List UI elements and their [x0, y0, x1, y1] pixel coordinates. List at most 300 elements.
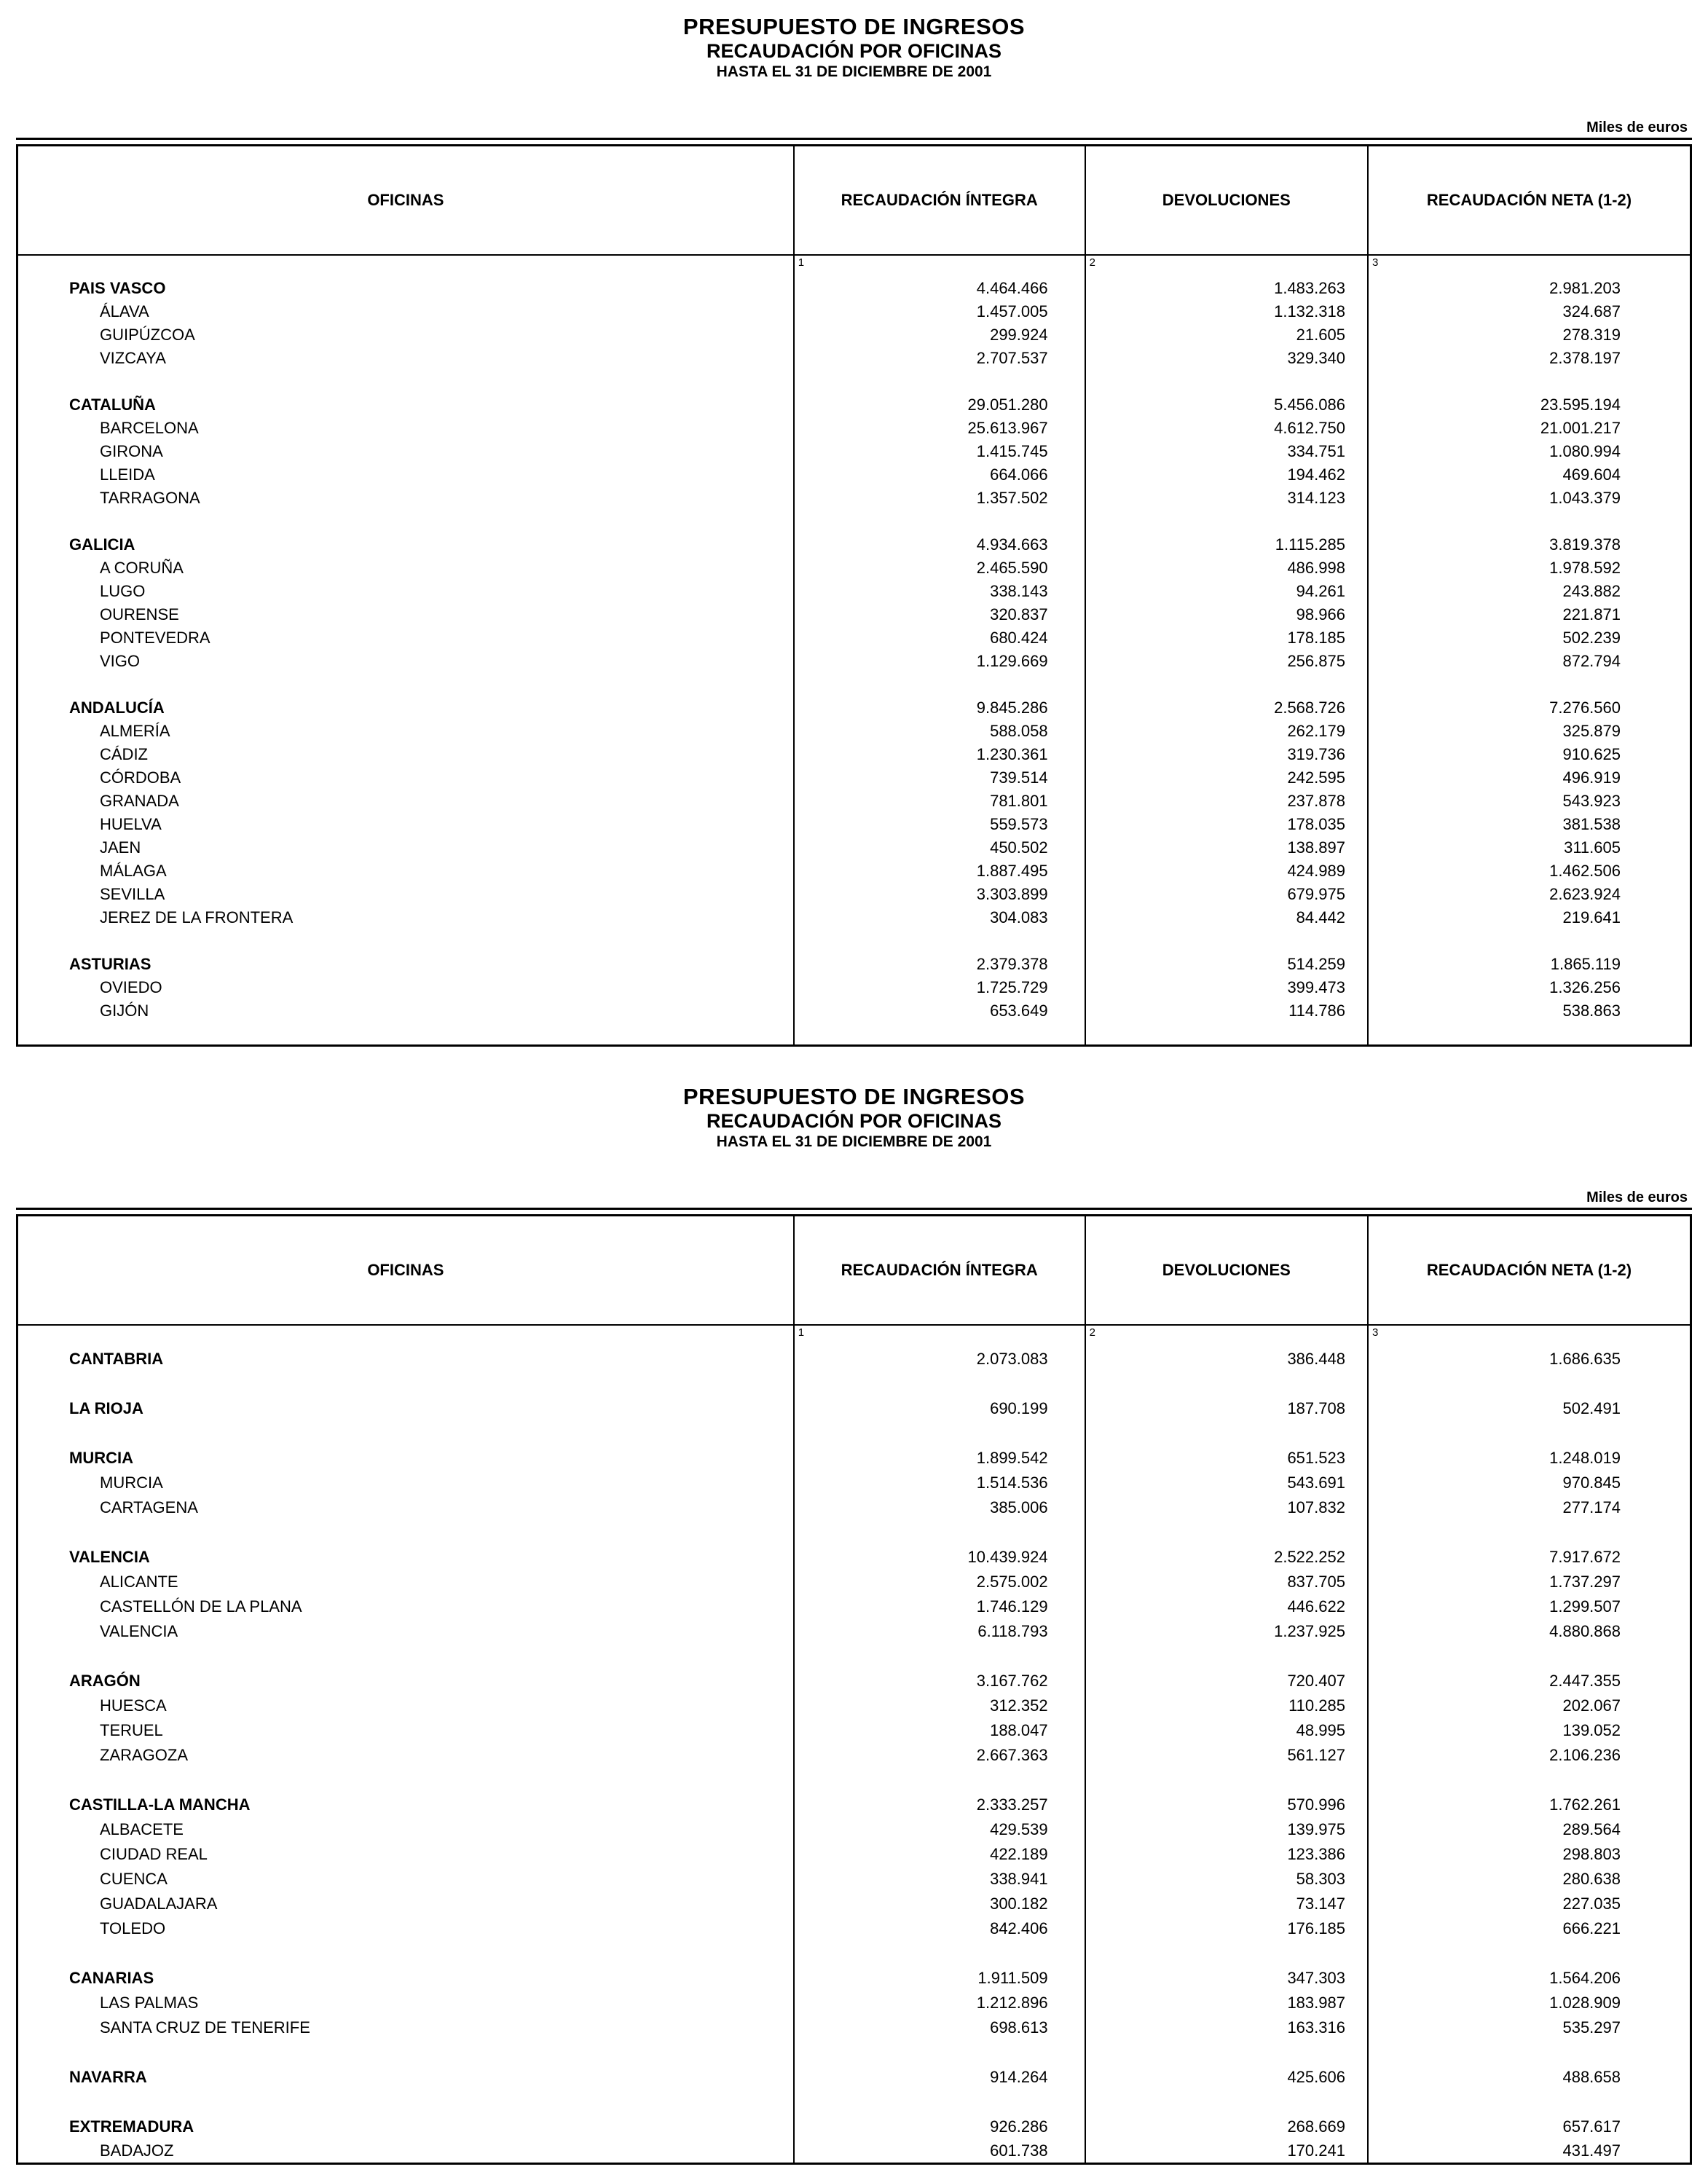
table-row [17, 323, 1691, 347]
table-row [17, 720, 1691, 743]
neta-value: 1.564.206 [1368, 1966, 1691, 1991]
office-name: OURENSE [100, 605, 179, 623]
table-row [17, 1471, 1691, 1495]
table-row [17, 1842, 1691, 1867]
integra-value: 338.941 [794, 1867, 1085, 1892]
neta-value: 469.604 [1368, 463, 1691, 487]
devoluciones-value: 561.127 [1085, 1743, 1368, 1768]
devoluciones-value: 94.261 [1085, 580, 1368, 603]
neta-value: 431.497 [1368, 2139, 1691, 2164]
table-row [17, 1718, 1691, 1743]
neta-value: 7.276.560 [1368, 696, 1691, 720]
neta-value: 324.687 [1368, 300, 1691, 323]
table-header-row [17, 146, 1691, 255]
report-header-1 [16, 13, 1692, 82]
integra-value: 680.424 [794, 626, 1085, 650]
office-name: A CORUÑA [100, 558, 184, 577]
office-name: NAVARRA [69, 2067, 147, 2086]
integra-value: 781.801 [794, 790, 1085, 813]
integra-value: 698.613 [794, 2015, 1085, 2040]
spacer-row [17, 2090, 1691, 2114]
integra-value: 2.379.378 [794, 953, 1085, 976]
spacer-cell [794, 1421, 1085, 1446]
devoluciones-value: 334.751 [1085, 440, 1368, 463]
integra-value: 588.058 [794, 720, 1085, 743]
spacer-cell [1368, 1372, 1691, 1396]
integra-value: 300.182 [794, 1892, 1085, 1916]
column-ref-row [17, 1325, 1691, 1347]
spacer-cell [794, 929, 1085, 953]
integra-value: 653.649 [794, 999, 1085, 1023]
spacer-cell [17, 1023, 794, 1046]
integra-value: 450.502 [794, 836, 1085, 859]
integra-value: 2.707.537 [794, 347, 1085, 370]
devoluciones-value: 651.523 [1085, 1446, 1368, 1471]
table-row [17, 1793, 1691, 1817]
devoluciones-value: 183.987 [1085, 1991, 1368, 2015]
table-row [17, 300, 1691, 323]
column-header-2: DEVOLUCIONES [1085, 1216, 1368, 1325]
table-row [17, 883, 1691, 906]
devoluciones-value: 170.241 [1085, 2139, 1368, 2164]
devoluciones-value: 262.179 [1085, 720, 1368, 743]
office-name: LLEIDA [100, 465, 155, 484]
neta-value: 219.641 [1368, 906, 1691, 929]
neta-value: 970.845 [1368, 1471, 1691, 1495]
neta-value: 2.378.197 [1368, 347, 1691, 370]
integra-value: 338.143 [794, 580, 1085, 603]
spacer-cell [794, 1941, 1085, 1966]
devoluciones-value: 237.878 [1085, 790, 1368, 813]
neta-value: 2.447.355 [1368, 1669, 1691, 1693]
table-row [17, 1594, 1691, 1619]
integra-value: 188.047 [794, 1718, 1085, 1743]
integra-value: 3.303.899 [794, 883, 1085, 906]
neta-value: 2.106.236 [1368, 1743, 1691, 1768]
table-row [17, 393, 1691, 417]
integra-value: 2.333.257 [794, 1793, 1085, 1817]
spacer-cell [1085, 673, 1368, 696]
devoluciones-value: 570.996 [1085, 1793, 1368, 1817]
spacer-row [17, 929, 1691, 953]
neta-value: 910.625 [1368, 743, 1691, 766]
devoluciones-value: 486.998 [1085, 556, 1368, 580]
table-row [17, 2015, 1691, 2040]
office-name: VIZCAYA [100, 348, 166, 367]
spacer-cell [794, 673, 1085, 696]
report-subtitle: RECAUDACIÓN POR OFICINAS [706, 40, 1001, 62]
table-row [17, 859, 1691, 883]
integra-value: 914.264 [794, 2065, 1085, 2090]
neta-value: 657.617 [1368, 2114, 1691, 2139]
table-row [17, 906, 1691, 929]
integra-value: 312.352 [794, 1693, 1085, 1718]
integra-value: 429.539 [794, 1817, 1085, 1842]
office-name: OVIEDO [100, 977, 162, 996]
devoluciones-value: 21.605 [1085, 323, 1368, 347]
neta-value: 278.319 [1368, 323, 1691, 347]
spacer-cell [1368, 1941, 1691, 1966]
spacer-cell [1085, 1421, 1368, 1446]
spacer-cell [1085, 929, 1368, 953]
neta-value: 488.658 [1368, 2065, 1691, 2090]
office-name: CARTAGENA [100, 1498, 198, 1516]
integra-value: 4.934.663 [794, 533, 1085, 556]
report-period: HASTA EL 31 DE DICIEMBRE DE 2001 [716, 1133, 992, 1150]
integra-value: 299.924 [794, 323, 1085, 347]
units-rule [16, 119, 1692, 140]
spacer-cell [17, 370, 794, 393]
neta-value: 311.605 [1368, 836, 1691, 859]
integra-value: 304.083 [794, 906, 1085, 929]
table-row [17, 1396, 1691, 1421]
office-name: TOLEDO [100, 1919, 166, 1937]
column-header-1: RECAUDACIÓN ÍNTEGRA [794, 146, 1085, 255]
devoluciones-value: 425.606 [1085, 2065, 1368, 2090]
spacer-row [17, 1023, 1691, 1046]
neta-value: 280.638 [1368, 1867, 1691, 1892]
neta-value: 23.595.194 [1368, 393, 1691, 417]
spacer-cell [17, 1520, 794, 1545]
devoluciones-value: 1.132.318 [1085, 300, 1368, 323]
neta-value: 1.737.297 [1368, 1570, 1691, 1594]
neta-value: 1.028.909 [1368, 1991, 1691, 2015]
devoluciones-value: 543.691 [1085, 1471, 1368, 1495]
devoluciones-value: 2.568.726 [1085, 696, 1368, 720]
table-row [17, 603, 1691, 626]
office-name: ÁLAVA [100, 302, 149, 320]
devoluciones-value: 2.522.252 [1085, 1545, 1368, 1570]
spacer-cell [1368, 2040, 1691, 2065]
report-period: HASTA EL 31 DE DICIEMBRE DE 2001 [716, 63, 992, 80]
table-row [17, 1966, 1691, 1991]
spacer-cell [1368, 1520, 1691, 1545]
spacer-cell [794, 2040, 1085, 2065]
table-row [17, 1991, 1691, 2015]
offices-table-host-1 [16, 144, 1692, 1047]
spacer-cell [1085, 1768, 1368, 1793]
spacer-cell [1085, 1372, 1368, 1396]
neta-value: 21.001.217 [1368, 417, 1691, 440]
column-header-0: OFICINAS [17, 146, 794, 255]
table-row [17, 813, 1691, 836]
office-name: ARAGÓN [69, 1671, 141, 1690]
office-name: ZARAGOZA [100, 1745, 189, 1764]
neta-value: 298.803 [1368, 1842, 1691, 1867]
table-row [17, 487, 1691, 510]
integra-value: 664.066 [794, 463, 1085, 487]
spacer-cell [1085, 370, 1368, 393]
spacer-cell [1368, 370, 1691, 393]
neta-value: 289.564 [1368, 1817, 1691, 1842]
office-name: JEREZ DE LA FRONTERA [100, 908, 294, 926]
devoluciones-value: 176.185 [1085, 1916, 1368, 1941]
spacer-cell [1368, 1768, 1691, 1793]
devoluciones-value: 1.115.285 [1085, 533, 1368, 556]
table-row [17, 1619, 1691, 1644]
office-name: GRANADA [100, 791, 179, 810]
office-name: SANTA CRUZ DE TENERIFE [100, 2018, 310, 2037]
neta-value: 243.882 [1368, 580, 1691, 603]
devoluciones-value: 107.832 [1085, 1495, 1368, 1520]
devoluciones-value: 446.622 [1085, 1594, 1368, 1619]
office-name: ASTURIAS [69, 954, 151, 973]
spacer-cell [794, 1520, 1085, 1545]
report-title: PRESUPUESTO DE INGRESOS [682, 14, 1026, 39]
office-name: MURCIA [69, 1448, 133, 1467]
units-label: Miles de euros [1586, 1189, 1688, 1205]
devoluciones-value: 123.386 [1085, 1842, 1368, 1867]
spacer-cell [794, 2090, 1085, 2114]
office-name: TARRAGONA [100, 488, 200, 507]
spacer-cell [794, 1768, 1085, 1793]
column-header-0: OFICINAS [17, 1216, 794, 1325]
table-row [17, 953, 1691, 976]
table-row [17, 1669, 1691, 1693]
neta-value: 535.297 [1368, 2015, 1691, 2040]
devoluciones-value: 268.669 [1085, 2114, 1368, 2139]
table-row [17, 580, 1691, 603]
neta-value: 139.052 [1368, 1718, 1691, 1743]
report-section-1 [16, 13, 1692, 1047]
integra-value: 842.406 [794, 1916, 1085, 1941]
integra-value: 1.899.542 [794, 1446, 1085, 1471]
devoluciones-value: 84.442 [1085, 906, 1368, 929]
spacer-cell [17, 673, 794, 696]
office-name: CANTABRIA [69, 1349, 164, 1368]
column-header-3: RECAUDACIÓN NETA (1-2) [1368, 1216, 1691, 1325]
office-name: GIRONA [100, 441, 163, 460]
table-row [17, 2139, 1691, 2164]
spacer-cell [1368, 673, 1691, 696]
devoluciones-value: 242.595 [1085, 766, 1368, 790]
devoluciones-value: 256.875 [1085, 650, 1368, 673]
column-ref-3: 3 [1368, 255, 1691, 277]
integra-value: 9.845.286 [794, 696, 1085, 720]
office-name: GALICIA [69, 535, 135, 554]
spacer-row [17, 1421, 1691, 1446]
neta-value: 502.491 [1368, 1396, 1691, 1421]
devoluciones-value: 347.303 [1085, 1966, 1368, 1991]
offices-table [16, 1214, 1692, 2165]
office-name: CÁDIZ [100, 744, 148, 763]
devoluciones-value: 114.786 [1085, 999, 1368, 1023]
office-name: HUELVA [100, 814, 162, 833]
office-name: LA RIOJA [69, 1398, 143, 1417]
integra-value: 4.464.466 [794, 277, 1085, 300]
spacer-cell [17, 1421, 794, 1446]
table-row [17, 790, 1691, 813]
devoluciones-value: 194.462 [1085, 463, 1368, 487]
office-name: SEVILLA [100, 884, 165, 903]
devoluciones-value: 163.316 [1085, 2015, 1368, 2040]
neta-value: 277.174 [1368, 1495, 1691, 1520]
devoluciones-value: 110.285 [1085, 1693, 1368, 1718]
integra-value: 1.887.495 [794, 859, 1085, 883]
integra-value: 1.725.729 [794, 976, 1085, 999]
integra-value: 1.357.502 [794, 487, 1085, 510]
office-name: VALENCIA [69, 1547, 150, 1566]
neta-value: 1.978.592 [1368, 556, 1691, 580]
spacer-cell [17, 929, 794, 953]
neta-value: 227.035 [1368, 1892, 1691, 1916]
spacer-cell [1368, 1644, 1691, 1669]
offices-table [16, 144, 1692, 1047]
table-row [17, 1867, 1691, 1892]
devoluciones-value: 73.147 [1085, 1892, 1368, 1916]
office-name: VALENCIA [100, 1621, 178, 1640]
integra-value: 29.051.280 [794, 393, 1085, 417]
table-row [17, 347, 1691, 370]
table-row [17, 1693, 1691, 1718]
neta-value: 538.863 [1368, 999, 1691, 1023]
spacer-cell [1085, 2040, 1368, 2065]
neta-value: 221.871 [1368, 603, 1691, 626]
integra-value: 10.439.924 [794, 1545, 1085, 1570]
table-row [17, 2065, 1691, 2090]
column-header-2: DEVOLUCIONES [1085, 146, 1368, 255]
neta-value: 381.538 [1368, 813, 1691, 836]
table-row [17, 650, 1691, 673]
table-row [17, 556, 1691, 580]
spacer-row [17, 1644, 1691, 1669]
office-name: CÓRDOBA [100, 768, 181, 787]
table-row [17, 766, 1691, 790]
office-name: GUADALAJARA [100, 1894, 218, 1913]
devoluciones-value: 139.975 [1085, 1817, 1368, 1842]
neta-value: 1.762.261 [1368, 1793, 1691, 1817]
neta-value: 1.080.994 [1368, 440, 1691, 463]
office-name: GIJÓN [100, 1001, 149, 1020]
spacer-cell [794, 1023, 1085, 1046]
report-section-2 [16, 1083, 1692, 2165]
spacer-row [17, 370, 1691, 393]
office-name: VIGO [100, 651, 141, 670]
column-ref-row [17, 255, 1691, 277]
integra-value: 1.514.536 [794, 1471, 1085, 1495]
column-ref-3: 3 [1368, 1325, 1691, 1347]
table-row [17, 1916, 1691, 1941]
neta-value: 3.819.378 [1368, 533, 1691, 556]
spacer-cell [17, 2040, 794, 2065]
office-name: MÁLAGA [100, 861, 167, 880]
table-row [17, 2114, 1691, 2139]
neta-value: 872.794 [1368, 650, 1691, 673]
table-row [17, 1495, 1691, 1520]
neta-value: 2.981.203 [1368, 277, 1691, 300]
column-ref-1: 1 [794, 255, 1085, 277]
table-row [17, 626, 1691, 650]
spacer-cell [794, 370, 1085, 393]
neta-value: 7.917.672 [1368, 1545, 1691, 1570]
integra-value: 1.746.129 [794, 1594, 1085, 1619]
office-name: CUENCA [100, 1869, 168, 1888]
office-name: BADAJOZ [100, 2141, 174, 2160]
devoluciones-value: 314.123 [1085, 487, 1368, 510]
office-name: EXTREMADURA [69, 2117, 194, 2136]
spacer-row [17, 1768, 1691, 1793]
devoluciones-value: 1.237.925 [1085, 1619, 1368, 1644]
integra-value: 926.286 [794, 2114, 1085, 2139]
table-row [17, 1545, 1691, 1570]
column-header-1: RECAUDACIÓN ÍNTEGRA [794, 1216, 1085, 1325]
spacer-cell [1085, 1941, 1368, 1966]
table-row [17, 533, 1691, 556]
table-row [17, 417, 1691, 440]
neta-value: 1.043.379 [1368, 487, 1691, 510]
offices-table-host-2 [16, 1214, 1692, 2165]
office-name: LAS PALMAS [100, 1993, 199, 2012]
spacer-cell [1368, 929, 1691, 953]
devoluciones-value: 138.897 [1085, 836, 1368, 859]
spacer-cell [1085, 1644, 1368, 1669]
devoluciones-value: 720.407 [1085, 1669, 1368, 1693]
neta-value: 496.919 [1368, 766, 1691, 790]
office-name: GUIPÚZCOA [100, 325, 195, 344]
table-row [17, 696, 1691, 720]
office-name: CASTILLA-LA MANCHA [69, 1795, 251, 1814]
spacer-cell [794, 1372, 1085, 1396]
spacer-cell [17, 1768, 794, 1793]
spacer-row [17, 1941, 1691, 1966]
integra-value: 320.837 [794, 603, 1085, 626]
report-subtitle: RECAUDACIÓN POR OFICINAS [706, 1110, 1001, 1132]
neta-value: 666.221 [1368, 1916, 1691, 1941]
neta-value: 1.299.507 [1368, 1594, 1691, 1619]
column-ref-empty [17, 255, 794, 277]
neta-value: 2.623.924 [1368, 883, 1691, 906]
neta-value: 202.067 [1368, 1693, 1691, 1718]
integra-value: 385.006 [794, 1495, 1085, 1520]
integra-value: 1.230.361 [794, 743, 1085, 766]
devoluciones-value: 514.259 [1085, 953, 1368, 976]
office-name: CIUDAD REAL [100, 1844, 208, 1863]
spacer-cell [1085, 2090, 1368, 2114]
neta-value: 4.880.868 [1368, 1619, 1691, 1644]
table-row [17, 1347, 1691, 1372]
spacer-cell [17, 1372, 794, 1396]
devoluciones-value: 386.448 [1085, 1347, 1368, 1372]
devoluciones-value: 679.975 [1085, 883, 1368, 906]
devoluciones-value: 48.995 [1085, 1718, 1368, 1743]
spacer-cell [794, 1644, 1085, 1669]
office-name: PONTEVEDRA [100, 628, 210, 647]
neta-value: 1.865.119 [1368, 953, 1691, 976]
integra-value: 1.415.745 [794, 440, 1085, 463]
spacer-cell [1085, 510, 1368, 533]
spacer-row [17, 673, 1691, 696]
integra-value: 601.738 [794, 2139, 1085, 2164]
neta-value: 1.686.635 [1368, 1347, 1691, 1372]
spacer-cell [1368, 510, 1691, 533]
neta-value: 325.879 [1368, 720, 1691, 743]
table-row [17, 440, 1691, 463]
devoluciones-value: 837.705 [1085, 1570, 1368, 1594]
office-name: JAEN [100, 838, 141, 857]
spacer-row [17, 510, 1691, 533]
table-row [17, 1570, 1691, 1594]
table-row [17, 1817, 1691, 1842]
office-name: CANARIAS [69, 1968, 154, 1987]
neta-value: 1.248.019 [1368, 1446, 1691, 1471]
table-row [17, 463, 1691, 487]
office-name: ALBACETE [100, 1819, 184, 1838]
column-ref-2: 2 [1085, 1325, 1368, 1347]
neta-value: 1.462.506 [1368, 859, 1691, 883]
office-name: TERUEL [100, 1720, 163, 1739]
integra-value: 25.613.967 [794, 417, 1085, 440]
spacer-row [17, 2040, 1691, 2065]
